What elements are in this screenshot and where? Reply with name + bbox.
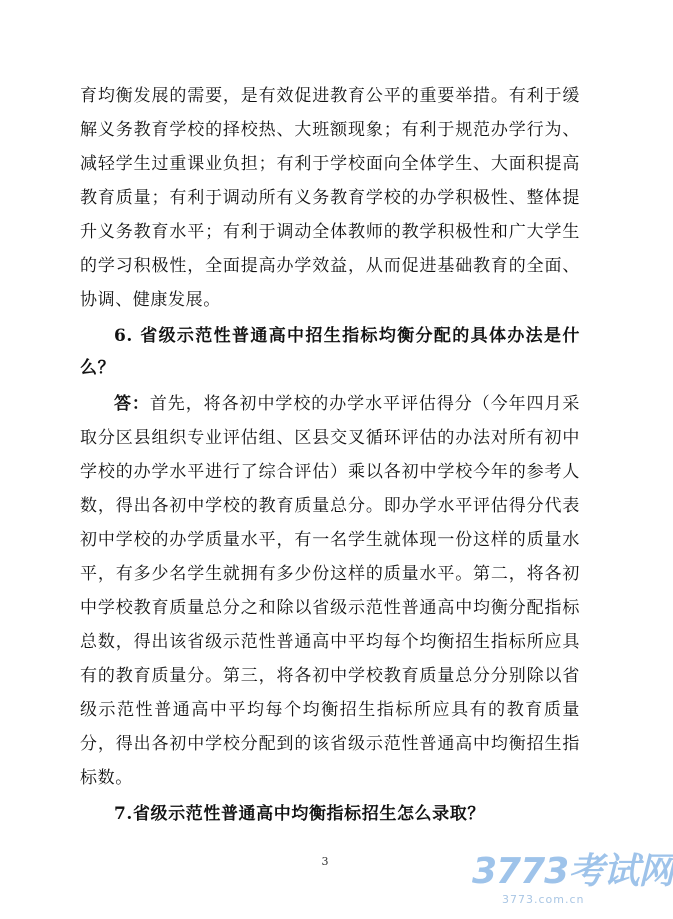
answer-line: 标数。 xyxy=(80,768,133,788)
answer-line: 取分区县组织专业评估组、区县交叉循环评估的办法对所有初中 xyxy=(80,428,580,448)
site-watermark-logo xyxy=(472,851,673,912)
answer-line: 平，有多少名学生就拥有多少份这样的质量水平。第二，将各初 xyxy=(80,564,580,584)
answer-label: 答： xyxy=(114,394,150,414)
paragraph-line: 升义务教育水平；有利于调动全体教师的教学积极性和广大学生 xyxy=(80,222,580,242)
paragraph-line: 育均衡发展的需要，是有效促进教育公平的重要举措。有利于缓 xyxy=(80,86,580,106)
watermark-url-text: 3773.com.cn xyxy=(502,893,585,906)
answer-line: 分，得出各初中学校分配到的该省级示范性普通高中均衡招生指 xyxy=(80,734,580,754)
answer-6-first-line xyxy=(114,394,580,414)
answer-6-first-line-text: 首先，将各初中学校的办学水平评估得分（今年四月采 xyxy=(149,394,580,414)
watermark-main-text: 3773考试网 xyxy=(472,851,673,892)
paragraph-line: 解义务教育学校的择校热、大班额现象；有利于规范办学行为、 xyxy=(80,120,580,140)
question-7-heading: 7.省级示范性普通高中均衡指标招生怎么录取？ xyxy=(114,804,485,824)
answer-line: 级示范性普通高中平均每个均衡招生指标所应具有的教育质量 xyxy=(80,700,580,720)
answer-line: 学校的办学水平进行了综合评估）乘以各初中学校今年的参考人 xyxy=(80,462,580,482)
question-6-heading: 6. 省级示范性普通高中招生指标均衡分配的具体办法是什 xyxy=(114,326,580,346)
paragraph-line: 的学习积极性，全面提高办学效益，从而促进基础教育的全面、 xyxy=(80,256,580,276)
answer-line: 初中学校的办学质量水平，有一名学生就体现一份这样的质量水 xyxy=(80,530,580,550)
page-number: 3 xyxy=(321,855,329,868)
answer-line: 有的教育质量分。第三，将各初中学校教育质量总分分别除以省 xyxy=(80,666,580,686)
answer-line: 总数，得出该省级示范性普通高中平均每个均衡招生指标所应具 xyxy=(80,632,580,652)
paragraph-line: 协调、健康发展。 xyxy=(80,290,221,310)
answer-line: 中学校教育质量总分之和除以省级示范性普通高中均衡分配指标 xyxy=(80,598,580,618)
paragraph-line: 教育质量；有利于调动所有义务教育学校的办学积极性、整体提 xyxy=(80,188,580,208)
paragraph-line: 减轻学生过重课业负担；有利于学校面向全体学生、大面积提高 xyxy=(80,154,580,174)
question-6-heading-cont: 么？ xyxy=(80,358,116,378)
answer-line: 数，得出各初中学校的教育质量总分。即办学水平评估得分代表 xyxy=(80,496,580,516)
